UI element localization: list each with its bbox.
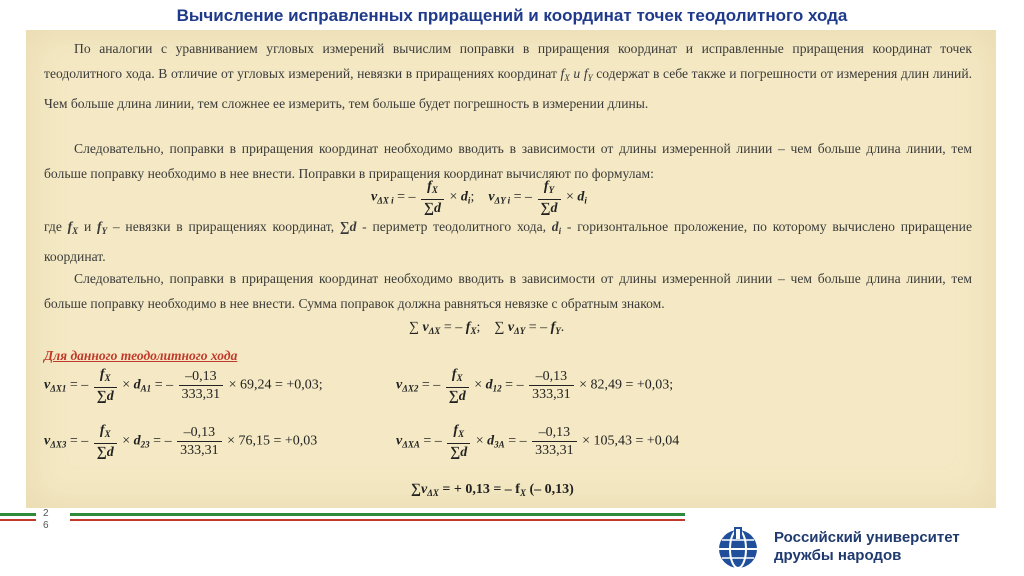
university-logo [710, 525, 1010, 571]
fx-subscript: X [564, 73, 570, 83]
and-word: и [569, 66, 584, 81]
calc-formula-4: $v_{\Delta XA}$ = – $\frac{f_X}{\sum d}$ × $d_{3A}$ = – $\frac{-0,13}{333,31}$ × 105,43 = +0,04 [396, 423, 680, 460]
paragraph-4: Следовательно, поправки в приращения координат необходимо вводить в зависимости от длины измеренной линии – чем больше длина линии, тем больше поправку необходимо в нее внести. Сумма поправок должна равняться невязке с обратным знаком. [44, 271, 972, 311]
logo-text: Российский университет дружбы народов [774, 529, 960, 564]
fraction-fy: $\frac{f_Y}{\sum d}$ [538, 178, 561, 217]
stripe-red-left [0, 519, 36, 521]
where-word: где [44, 219, 62, 234]
paragraph-2: Следовательно, поправки в приращения координат необходимо вводить в зависимости от длины измеренной линии – чем больше длина линии, тем больше поправку необходимо в нее внести. Поправки в приращения координат вычисляют по формулам: [44, 141, 972, 181]
sum-condition-formula: ∑ $v_{\Delta X}$ = – $f_X$; ∑ $v_{\Delta Y}$ = – $f_Y$. [409, 320, 565, 336]
stripe-green-left [0, 513, 36, 516]
paragraph-1 [44, 36, 972, 116]
paragraph-3-text-b: – невязки в приращениях координат, [107, 219, 340, 234]
page-number: 2 6 [43, 508, 49, 531]
correction-formula: $v_{\Delta X i}$ = – $\frac{f_X}{\sum d}$ × $d_i$; $v_{\Delta Y i}$ = – $\frac{f_Y}{\sum d}$ × $d_i$ [371, 179, 587, 216]
globe-logo-icon [710, 525, 766, 571]
slide-title: Вычисление исправленных приращений и координат точек теодолитного хода [176, 6, 848, 25]
paragraph-3-text-d: - горизонтальное проложение, по которому вычислено приращение координат. [44, 219, 972, 264]
sum-result-formula: $\sum v_{\Delta X}$ = + 0,13 = – $f_X$ (– 0,13) [411, 482, 574, 498]
content-panel [26, 30, 996, 508]
calc-formula-2: $v_{\Delta X2}$ = – $\frac{f_X}{\sum d}$ × $d_{12}$ = – $\frac{-0,13}{333,31}$ × 82,49 = +0,03; [396, 367, 674, 404]
fx-symbol: f [560, 66, 565, 81]
fy-subscript: Y [587, 73, 593, 83]
paragraph-1-text-b: содержат в себе также и погрешности от измерения длин линий. Чем больше длина линии, тем сложнее ее измерить, тем больше будет погрешность в измерении длины. [44, 66, 972, 111]
fraction-fx: $\frac{f_X}{\sum d}$ [421, 178, 444, 217]
paragraph-1-text-a: По аналогии с уравниванием угловых измерений вычислим поправки в приращения координат и исправленные приращения координат точек теодолитного хода. В отличие от угловых измерений, невязки в приращениях координат [44, 41, 972, 81]
fy-symbol: f [583, 66, 588, 81]
calc-formula-1: $v_{\Delta X1}$ = – $\frac{f_X}{\sum d}$ × $d_{A1}$ = – $\frac{-0,13}{333,31}$ × 69,24 = +0,03; [44, 367, 323, 404]
calc-formula-3: $v_{\Delta X3}$ = – $\frac{f_X}{\sum d}$ × $d_{23}$ = – $\frac{-0,13}{333,31}$ × 76,15 = +0,03 [44, 423, 318, 460]
paragraph-3-text-c: - периметр теодолитного хода, [356, 219, 552, 234]
stripe-green [70, 513, 685, 516]
red-heading: Для данного теодолитного хода [44, 348, 238, 363]
paragraph-3: где $f_X$ и $f_Y$ – невязки в приращениях координат, ∑d - периметр теодолитного хода, $d_i$ - горизонтальное проложение, по которому вычислено приращение координат. [44, 219, 972, 264]
stripe-red [70, 519, 685, 521]
